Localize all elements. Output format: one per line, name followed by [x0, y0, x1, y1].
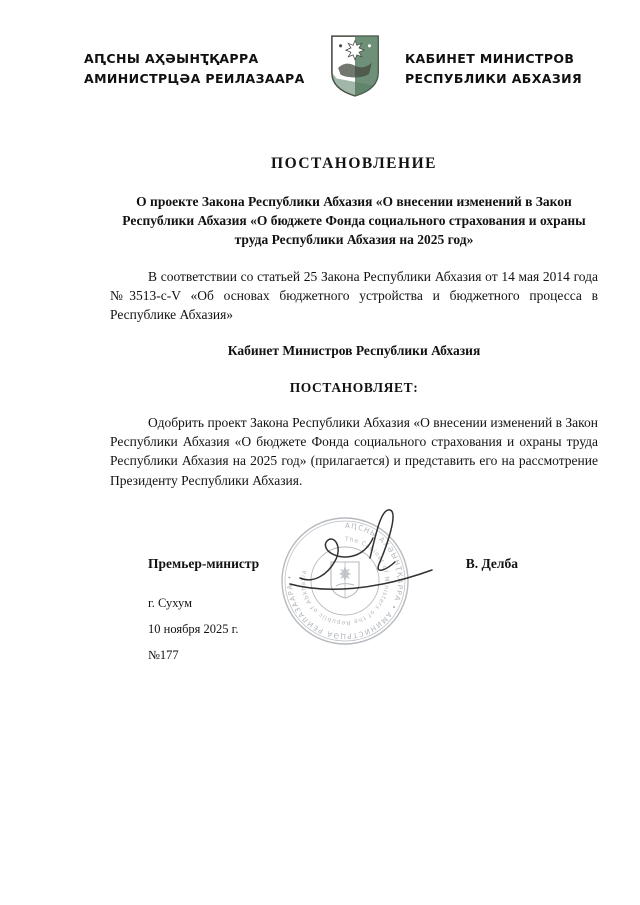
org-name-abkhaz: [84, 49, 305, 89]
number-line: №177: [148, 648, 179, 663]
org-russian-line2: РЕСПУБЛИКИ АБХАЗИЯ: [404, 70, 582, 86]
place-line: г. Сухум: [148, 595, 193, 610]
letterhead: [0, 0, 640, 103]
org-name-russian: [405, 49, 582, 89]
org-abkhaz-line2: АМИНИСТРЦӘА РЕИЛАЗААРА: [84, 70, 305, 86]
org-russian-line1: КАБИНЕТ МИНИСТРОВ: [404, 50, 575, 66]
signatory-position: Премьер-министр: [148, 555, 260, 571]
document-content: [0, 155, 640, 798]
resolves-line: ПОСТАНОВЛЯЕТ:: [289, 380, 419, 396]
document-subject: О проекте Закона Республики Абхазия «О внесении изменений в Закон Республики Абхазия «О бюджете Фонда социального страхования и охраны труда Республики Абхазия на 2025 год»: [122, 194, 586, 247]
preamble-paragraph: В соответствии со статьей 25 Закона Республики Абхазия от 14 мая 2014 года №3513-с-V «Об основах бюджетного устройства и бюджетного процесса в Республике Абхазия»: [110, 268, 598, 322]
seal-outer-text: АԤСНЫ АҲӘЫНҬҚАРРА • АМИНИСТРЦӘА РЕИЛАЗААРА •: [285, 521, 404, 640]
org-abkhaz-line1: АԤСНЫ АҲӘЫНҬҚАРРА: [84, 50, 259, 66]
coat-of-arms-icon: [329, 34, 381, 103]
seal-inner-text: The Cabinet of Ministers of the Republic of Abkhazia: [299, 535, 391, 626]
signature-area: [110, 498, 598, 798]
signatory-name: В. Делба: [465, 555, 518, 571]
signature-scribble: [282, 500, 442, 605]
resolution-body-paragraph: Одобрить проект Закона Республики Абхазия «О внесении изменений в Закон Республики Абхазия «О бюджете Фонда социального страхования и охраны труда Республики Абхазия на 2025 год» (прилагается) и представить его на рассмотрение Президенту Республики Абхазия.: [110, 415, 598, 488]
document-title: ПОСТАНОВЛЕНИЕ: [271, 155, 437, 172]
date-line: 10 ноября 2025 г.: [148, 622, 239, 637]
authority-line: Кабинет Министров Республики Абхазия: [227, 343, 481, 359]
